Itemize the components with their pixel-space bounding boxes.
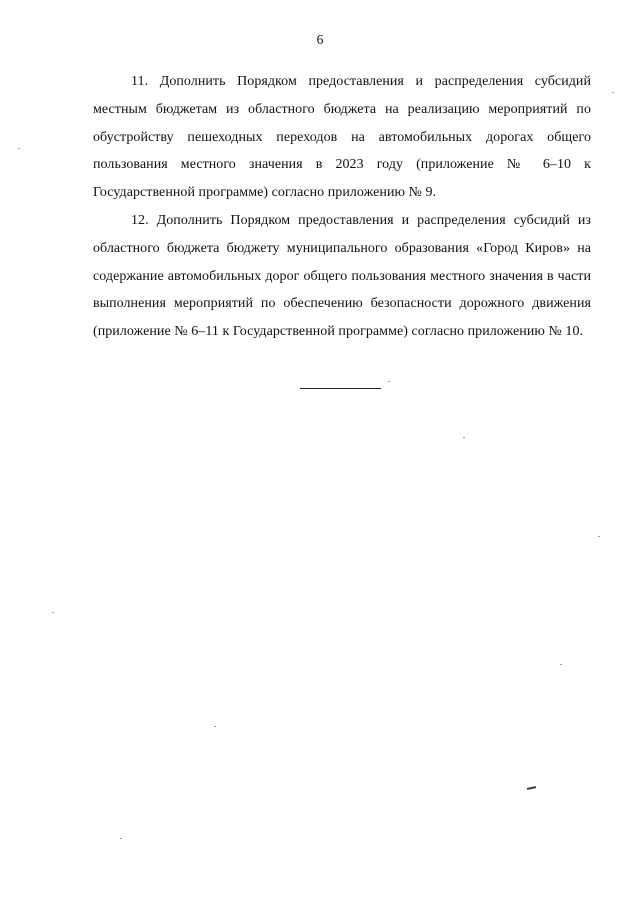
scan-speck [598,536,600,537]
paragraph-11: 11. Дополнить Порядком предоставления и распределения субсидий местным бюджетам из областного бюджета на реализацию мероприятий по обустройству пешеходных переходов на автомобильных дорогах общего пользования местного значения в 2023 году (приложение № 6–10 к Государственной программе) согласно приложению № 9. [93,74,591,201]
scan-speck [612,92,614,93]
scan-speck [463,437,465,438]
scan-speck [388,381,390,382]
paragraph-12: 12. Дополнить Порядком предоставления и распределения субсидий из областного бюджета бюджету муниципального образования «Город Киров» на содержание автомобильных дорог общего пользования местного значения в части выполнения мероприятий по обеспечению безопасности дорожного движения (приложение № 6–11 к Государственной программе) согласно приложению № 10. [93,212,591,340]
page-number: 6 [316,32,324,47]
scan-speck [52,612,54,613]
scan-speck [120,838,122,839]
end-separator-line [300,388,381,389]
document-body [93,68,591,346]
scan-speck [18,148,20,149]
scan-speck [560,664,562,665]
scan-mark [527,786,536,790]
scan-speck [214,726,216,727]
